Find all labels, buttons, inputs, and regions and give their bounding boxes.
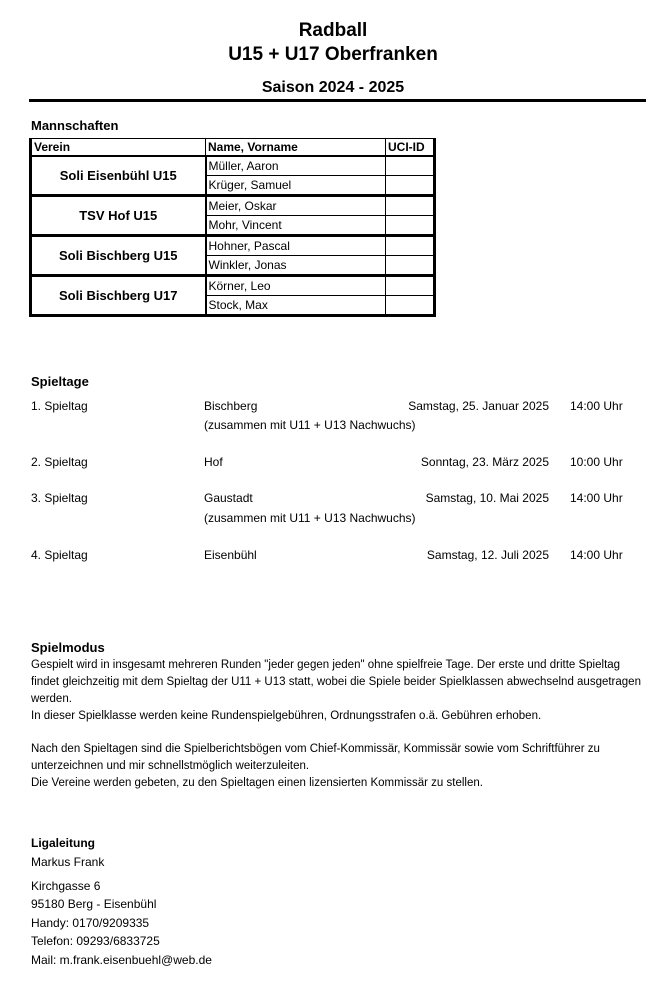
teams-heading: Mannschaften [31,118,119,133]
mode-paragraph-4: Die Vereine werden gebeten, zu den Spieltagen einen lizensierten Kommissär zu stellen. [31,777,483,789]
matchday-label: 1. Spieltag [31,399,88,413]
table-row [31,156,435,176]
title-line-2: U15 + U17 Oberfranken [228,44,438,65]
league-mail: Mail: m.frank.eisenbuehl@web.de [31,953,212,967]
uci-id-cell [386,196,435,216]
col-name: Name, Vorname [206,139,386,157]
matchday-date: Samstag, 12. Juli 2025 [426,548,549,562]
mode-paragraph-3: Nach den Spieltagen sind die Spielberichtsbögen vom Chief-Kommissär, Kommissär sowie vom Schriftführer zu unterzeichnen und mir schnellstmöglich weiterzuleiten. [31,743,600,772]
player-name: Krüger, Samuel [206,176,386,196]
club-name: Soli Bischberg U15 [31,236,206,276]
player-name: Müller, Aaron [206,156,386,176]
player-name: Hohner, Pascal [206,236,386,256]
uci-id-cell [386,276,435,296]
col-uci-id: UCI-ID [386,139,435,157]
league-city: 95180 Berg - Eisenbühl [31,897,157,911]
matchday-date: Samstag, 10. Mai 2025 [425,491,549,505]
matchday-place: Bischberg [204,399,258,413]
uci-id-cell [386,156,435,176]
mode-paragraph-2: In dieser Spielklasse werden keine Rundenspielgebühren, Ordnungsstrafen o.ä. Gebühren erhoben. [31,710,542,722]
matchday-label: 3. Spieltag [31,491,88,505]
mode-heading: Spielmodus [31,640,105,655]
league-phone: Telefon: 09293/6833725 [31,934,160,948]
player-name: Mohr, Vincent [206,216,386,236]
matchday-place: Hof [204,455,223,469]
league-name: Markus Frank [31,855,105,869]
matchday-time: 10:00 Uhr [570,455,623,469]
player-name: Meier, Oskar [206,196,386,216]
uci-id-cell [386,296,435,316]
col-verein: Verein [31,139,206,157]
season-title: Saison 2024 - 2025 [261,79,405,96]
teams-table-header [31,139,435,157]
table-row [31,196,435,216]
uci-id-cell [386,216,435,236]
teams-table [29,138,436,317]
player-name: Körner, Leo [206,276,386,296]
club-name: Soli Bischberg U17 [31,276,206,316]
table-row [31,236,435,256]
player-name: Stock, Max [206,296,386,316]
table-row [31,276,435,296]
matchday-time: 14:00 Uhr [570,548,623,562]
matchdays-heading: Spieltage [31,374,89,389]
club-name: TSV Hof U15 [31,196,206,236]
league-street: Kirchgasse 6 [31,879,101,893]
uci-id-cell [386,256,435,276]
matchday-date: Sonntag, 23. März 2025 [420,455,549,469]
mode-paragraph-1: Gespielt wird in insgesamt mehreren Runden "jeder gegen jeden" ohne spielfreie Tage. Der erste und dritte Spieltag findet gleichzeitig mit dem Spieltag der U11 + U13 statt, wobei die Spiele beider Spielklassen abwechselnd ausgetragen werden. [31,659,641,705]
matchday-place: Eisenbühl [204,548,257,562]
matchday-time: 14:00 Uhr [570,491,623,505]
uci-id-cell [386,236,435,256]
matchday-note: (zusammen mit U11 + U13 Nachwuchs) [204,511,416,525]
player-name: Winkler, Jonas [206,256,386,276]
header-divider [29,99,646,102]
matchday-place: Gaustadt [204,491,253,505]
league-heading: Ligaleitung [31,836,95,850]
matchday-note: (zusammen mit U11 + U13 Nachwuchs) [204,418,416,432]
matchday-label: 2. Spieltag [31,455,88,469]
league-mobile: Handy: 0170/9209335 [31,916,150,930]
club-name: Soli Eisenbühl U15 [31,156,206,196]
title-line-1: Radball [298,20,368,41]
matchday-time: 14:00 Uhr [570,399,623,413]
matchday-label: 4. Spieltag [31,548,88,562]
uci-id-cell [386,176,435,196]
matchday-date: Samstag, 25. Januar 2025 [408,399,549,413]
